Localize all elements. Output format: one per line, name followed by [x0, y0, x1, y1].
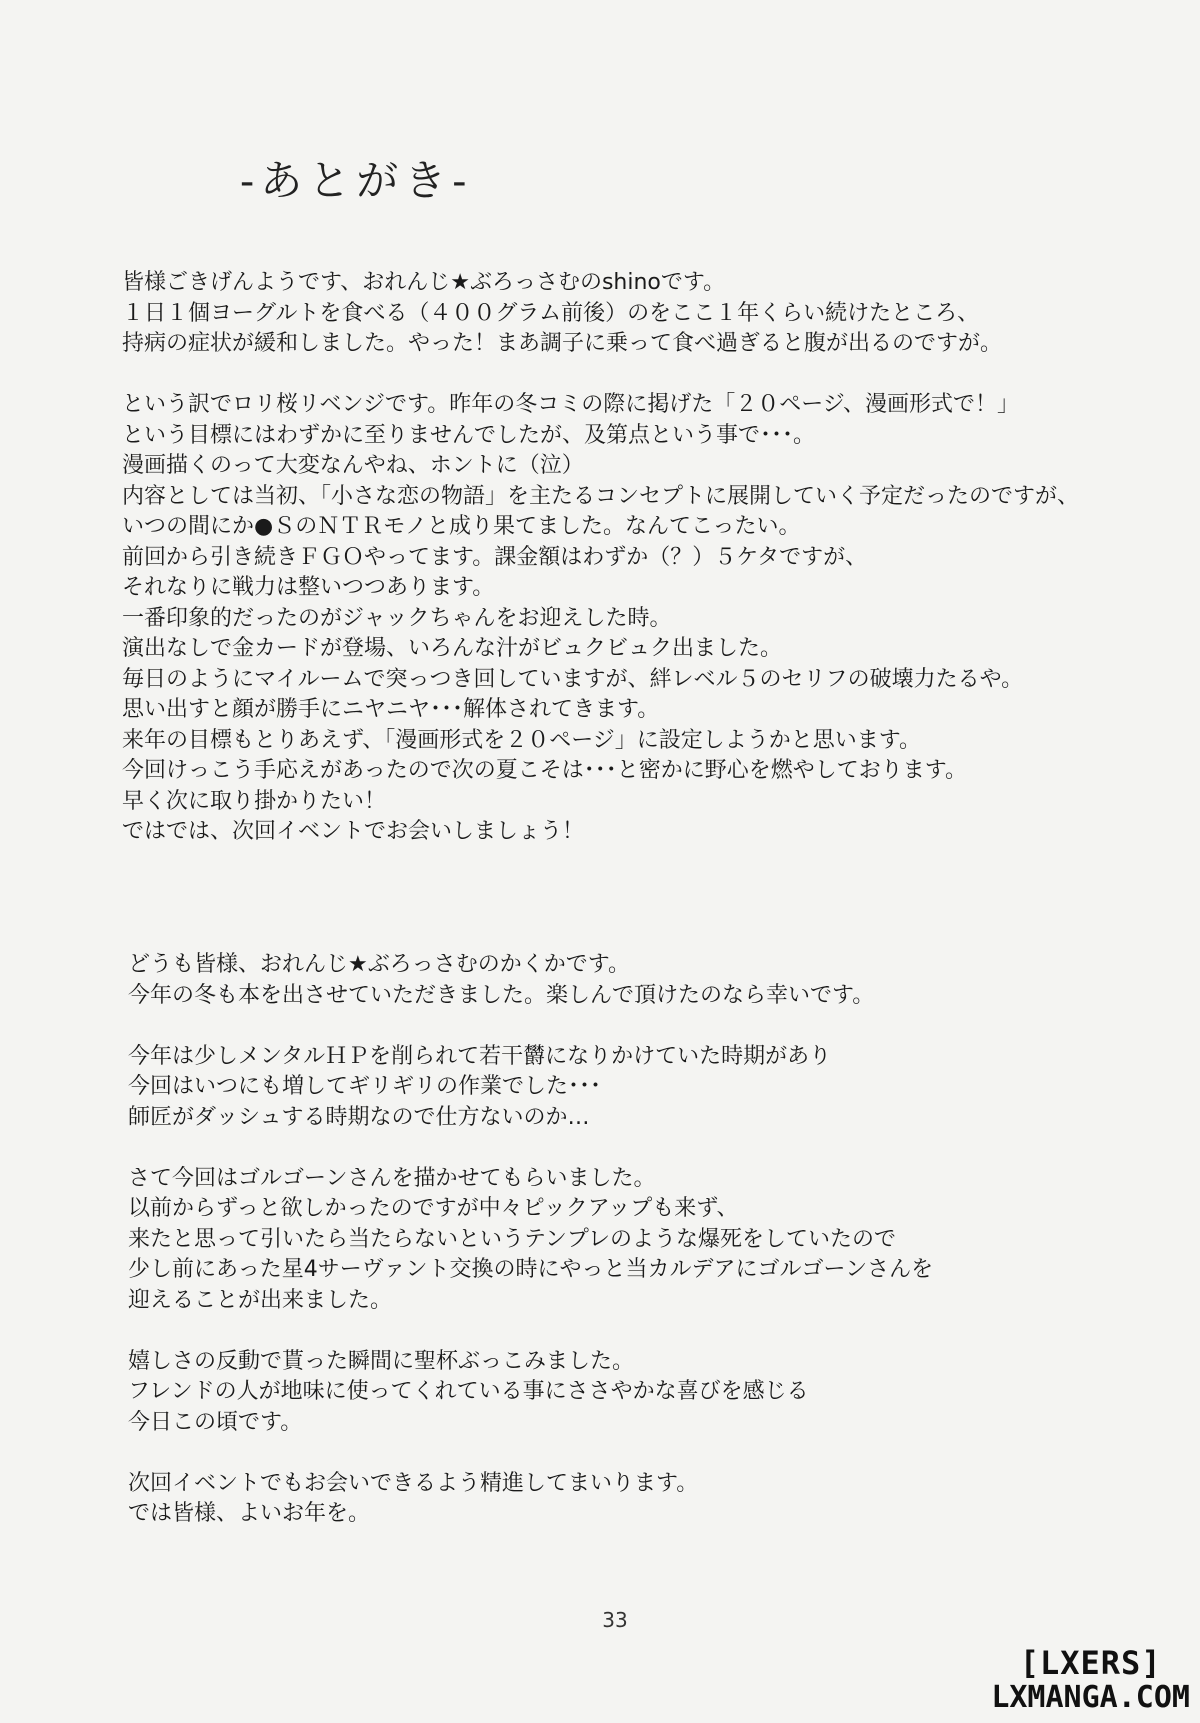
text-line: どうも皆様、おれんじ★ぶろっさむのかくかです。 [128, 952, 630, 977]
blank-line [122, 360, 1079, 391]
page-number: 33 [602, 1608, 628, 1632]
text-line: 持病の症状が緩和しました。やった！まあ調子に乗って食べ過ぎると腹が出るのですが。 [122, 331, 1003, 356]
text-line: 前回から引き続きＦＧＯやってます。課金額はわずか（？）５ケタですが、 [122, 544, 868, 570]
watermark-site-label: LXMANGA.COM [991, 1680, 1190, 1715]
text-line: ではでは、次回イベントでお会いしましょう！ [122, 819, 585, 844]
text-line: 来たと思って引いたら当たらないというテンプレのような爆死をしていたので [128, 1226, 897, 1252]
site-watermark [991, 1645, 1190, 1715]
watermark-group-label: [LXERS] [1019, 1644, 1162, 1682]
text-line: 今回はいつにも増してギリギリの作業でした･･･ [128, 1074, 602, 1099]
blank-line [128, 1438, 933, 1469]
text-line: １日１個ヨーグルトを食べる（４００グラム前後）のをここ１年くらい続けたところ、 [122, 300, 980, 326]
text-line: 今年の冬も本を出させていただきました。楽しんで頂けたのなら幸いです。 [128, 982, 875, 1008]
text-line: 今回けっこう手応えがあったので次の夏こそは･･･と密かに野心を燃やしております。 [122, 758, 968, 783]
text-line: では皆様、よいお年を。 [128, 1501, 371, 1526]
afterword-kakuka [128, 950, 933, 1530]
text-line: 迎えることが出来ました。 [128, 1287, 393, 1313]
text-line: さて今回はゴルゴーンさんを描かせてもらいました。 [128, 1165, 656, 1191]
text-line: 皆様ごきげんようです、おれんじ★ぶろっさむのshinoです。 [122, 270, 726, 295]
text-line: 嬉しさの反動で貰った瞬間に聖杯ぶっこみました。 [128, 1348, 635, 1374]
text-line: 内容としては当初、「小さな恋の物語」を主たるコンセプトに展開していく予定だったのですが、 [122, 483, 1080, 509]
text-line: それなりに戦力は整いつつあります。 [122, 575, 495, 600]
page-title: -あとがき- [240, 156, 473, 205]
text-line: 早く次に取り掛かりたい！ [122, 788, 387, 814]
text-line: 思い出すと顔が勝手にニヤニヤ･･･解体されてきます。 [122, 697, 660, 722]
text-line: 今日この頃です。 [128, 1409, 303, 1435]
text-line: 一番印象的だったのがジャックちゃんをお迎えした時。 [122, 605, 672, 631]
blank-line [128, 1316, 933, 1347]
text-line: 演出なしで金カードが登場、いろんな汁がビュクビュク出ました。 [122, 636, 783, 661]
text-line: 今年は少しメンタルＨＰを削られて若干欝になりかけていた時期があり [128, 1043, 832, 1069]
blank-line [128, 1011, 933, 1042]
text-line: いつの間にか●ＳのＮＴＲモノと成り果てました。なんてこったい。 [122, 514, 801, 539]
text-line: という目標にはわずかに至りませんでしたが、及第点という事で･･･。 [122, 422, 816, 448]
text-line: 次回イベントでもお会いできるよう精進してまいります。 [128, 1470, 699, 1496]
text-line: 来年の目標もとりあえず、「漫画形式を２０ページ」に設定しようかと思います。 [122, 727, 922, 753]
text-line: 毎日のようにマイルームで突っつき回していますが、絆レベル５のセリフの破壊力たるや。 [122, 666, 1024, 692]
text-line: 漫画描くのって大変なんやね、ホントに（泣） [122, 453, 584, 478]
blank-line [128, 1133, 933, 1164]
text-line: 以前からずっと欲しかったのですが中々ピックアップも来ず、 [128, 1196, 739, 1221]
text-line: 少し前にあった星4サーヴァント交換の時にやっと当カルデアにゴルゴーンさんを [128, 1257, 934, 1282]
text-line: 師匠がダッシュする時期なので仕方ないのか… [128, 1104, 590, 1130]
afterword-shino [122, 268, 1079, 848]
text-line: フレンドの人が地味に使ってくれている事にささやかな喜びを感じる [128, 1379, 809, 1404]
text-line: という訳でロリ桜リベンジです。昨年の冬コミの際に掲げた「２０ページ、漫画形式で！」 [122, 392, 1020, 417]
